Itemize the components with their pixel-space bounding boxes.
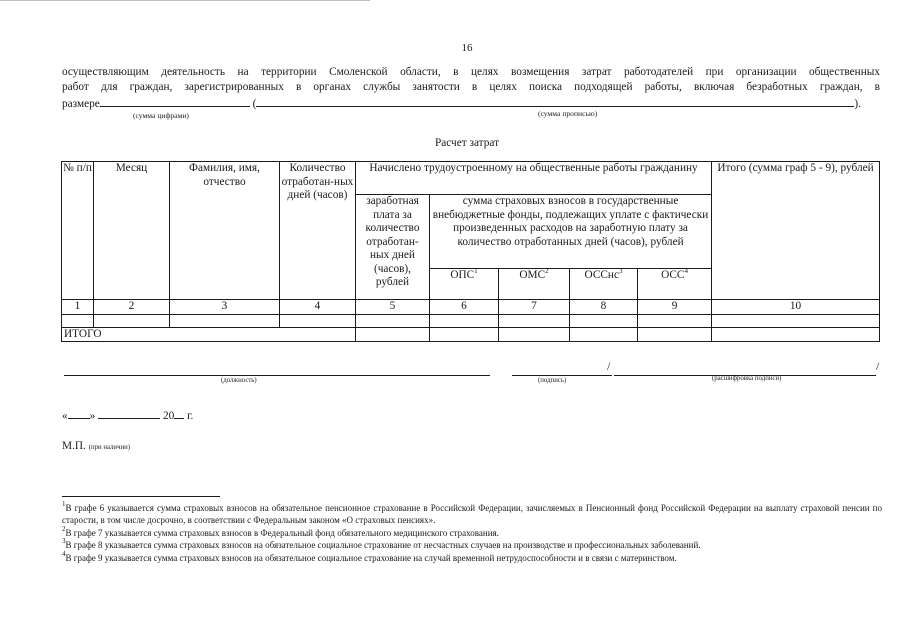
header-col-6: ОПС$^1$ [430, 269, 499, 300]
column-number: 8 [570, 300, 638, 315]
table-cell[interactable] [712, 314, 880, 327]
footnote-mark-3: 3 [618, 267, 623, 275]
header-col-3: Фамилия, имя, отчество [170, 162, 280, 300]
column-number: 4 [280, 300, 356, 315]
stamp-note: (при наличии) [88, 444, 131, 451]
table-cell[interactable] [170, 314, 280, 327]
header-col-2: Месяц [94, 162, 170, 300]
amount-words-field[interactable] [256, 95, 854, 107]
column-number: 2 [94, 300, 170, 315]
paren-open: ( [252, 98, 257, 110]
total-label: ИТОГО [62, 327, 356, 342]
date-line [62, 407, 193, 422]
cost-table [61, 161, 880, 342]
position-line[interactable] [64, 375, 490, 376]
footnote-mark-1: 1 [474, 267, 478, 275]
footnote-2: $^2$В графе 7 указывается сумма страховых взносов в Федеральный фонд обязательного медицинского страхования. [62, 524, 499, 538]
table-row [62, 314, 880, 327]
top-edge-line [0, 0, 370, 1]
header-col-10: Итого (сумма граф 5 - 9), рублей [712, 162, 880, 300]
date-month-field[interactable] [98, 407, 160, 419]
total-cell[interactable] [430, 327, 499, 342]
header-group-accrued: Начислено трудоустроенному на общественные работы гражданину [356, 162, 712, 195]
table-cell[interactable] [638, 314, 712, 327]
column-number: 1 [62, 300, 94, 315]
amount-digits-field[interactable] [100, 95, 250, 107]
table-cell[interactable] [499, 314, 570, 327]
decode-label: (расшифровка подписи) [712, 375, 782, 382]
header-col-8: ОССнс$^3$ [570, 269, 638, 300]
intro-line-3 [62, 95, 880, 112]
footnote-4: $^4$В графе 9 указывается сумма страховых взносов на обязательное социальное страхование на случай временной нетрудоспособности и в связи с материнством. [62, 549, 677, 563]
intro-line-1: осуществляющим деятельность на территории Смоленской области, в целях возмещения затрат работодателей при организации общественных [62, 66, 880, 78]
table-cell[interactable] [430, 314, 499, 327]
total-cell[interactable] [712, 327, 880, 342]
signature-label: (подпись) [538, 377, 567, 384]
table-cell[interactable] [62, 314, 94, 327]
total-row [62, 327, 880, 342]
column-number-row [62, 300, 880, 315]
stamp-area [62, 440, 130, 452]
amount-words-label: (сумма прописью) [538, 109, 598, 118]
signature-slash: / [607, 359, 611, 373]
footnote-3: $^3$В графе 8 указывается сумма страховых взносов на обязательное социальное страхование от несчастных случаев на производстве и профессиональных заболеваний. [62, 537, 701, 551]
table-cell[interactable] [570, 314, 638, 327]
intro-paragraph [62, 65, 880, 112]
footnote-mark-4: 4 [684, 267, 688, 275]
total-cell[interactable] [570, 327, 638, 342]
amount-prefix: размере [62, 98, 100, 110]
date-close-quote: » [89, 410, 96, 422]
footnote-1: $^1$В графе 6 указывается сумма страховых взносов на обязательное пенсионное страхование в Российской Федерации, зачисляемых в Пенсионный фонд Российской Федерации на выплату страховой пенсии по старости, в том числе досрочно, в соответствии с Федеральным законом «О страховых пенсиях». [62, 500, 882, 526]
table-cell[interactable] [356, 314, 430, 327]
table-cell[interactable] [280, 314, 356, 327]
column-number: 5 [356, 300, 430, 315]
page-number: 16 [461, 42, 473, 54]
column-number: 9 [638, 300, 712, 315]
column-number: 7 [499, 300, 570, 315]
stamp-label: М.П. [62, 440, 86, 452]
decode-slash: / [876, 359, 880, 373]
total-cell[interactable] [638, 327, 712, 342]
footnote-mark-2: 2 [545, 267, 549, 275]
position-label: (должность) [221, 377, 257, 384]
header-col-4: Количество отработан-ных дней (часов) [280, 162, 356, 300]
header-col-7: ОМС$^2$ [499, 269, 570, 300]
total-cell[interactable] [499, 327, 570, 342]
column-number: 3 [170, 300, 280, 315]
table-cell[interactable] [94, 314, 170, 327]
amount-digits-label: (сумма цифрами) [133, 111, 189, 120]
date-year-prefix: 20 [162, 410, 175, 422]
date-open-quote: « [62, 410, 68, 422]
section-title: Расчет затрат [434, 137, 500, 149]
header-col-1: № п/п [62, 162, 94, 300]
column-number: 10 [712, 300, 880, 315]
header-col-9: ОСС$^4$ [638, 269, 712, 300]
header-col-5: заработная плата за количество отработан-ных дней (часов), рублей [356, 195, 430, 300]
footnotes [62, 502, 882, 564]
date-day-field[interactable] [68, 407, 90, 419]
column-number: 6 [430, 300, 499, 315]
date-year-field[interactable] [174, 407, 184, 419]
date-year-suffix: г. [187, 410, 194, 422]
paren-close: ). [854, 98, 861, 110]
header-subgroup-contributions: сумма страховых взносов в государственные внебюджетные фонды, подлежащих уплате с фактически произведенных расходов на заработную плату за количество отработанных дней (часов), рублей [430, 195, 712, 269]
total-cell[interactable] [356, 327, 430, 342]
signature-line[interactable] [512, 375, 612, 376]
footnote-separator [62, 496, 220, 497]
intro-line-2: работ для граждан, зарегистрированных в органах службы занятости в целях поиска подходящей работы, включая безработных граждан, в [62, 81, 880, 93]
